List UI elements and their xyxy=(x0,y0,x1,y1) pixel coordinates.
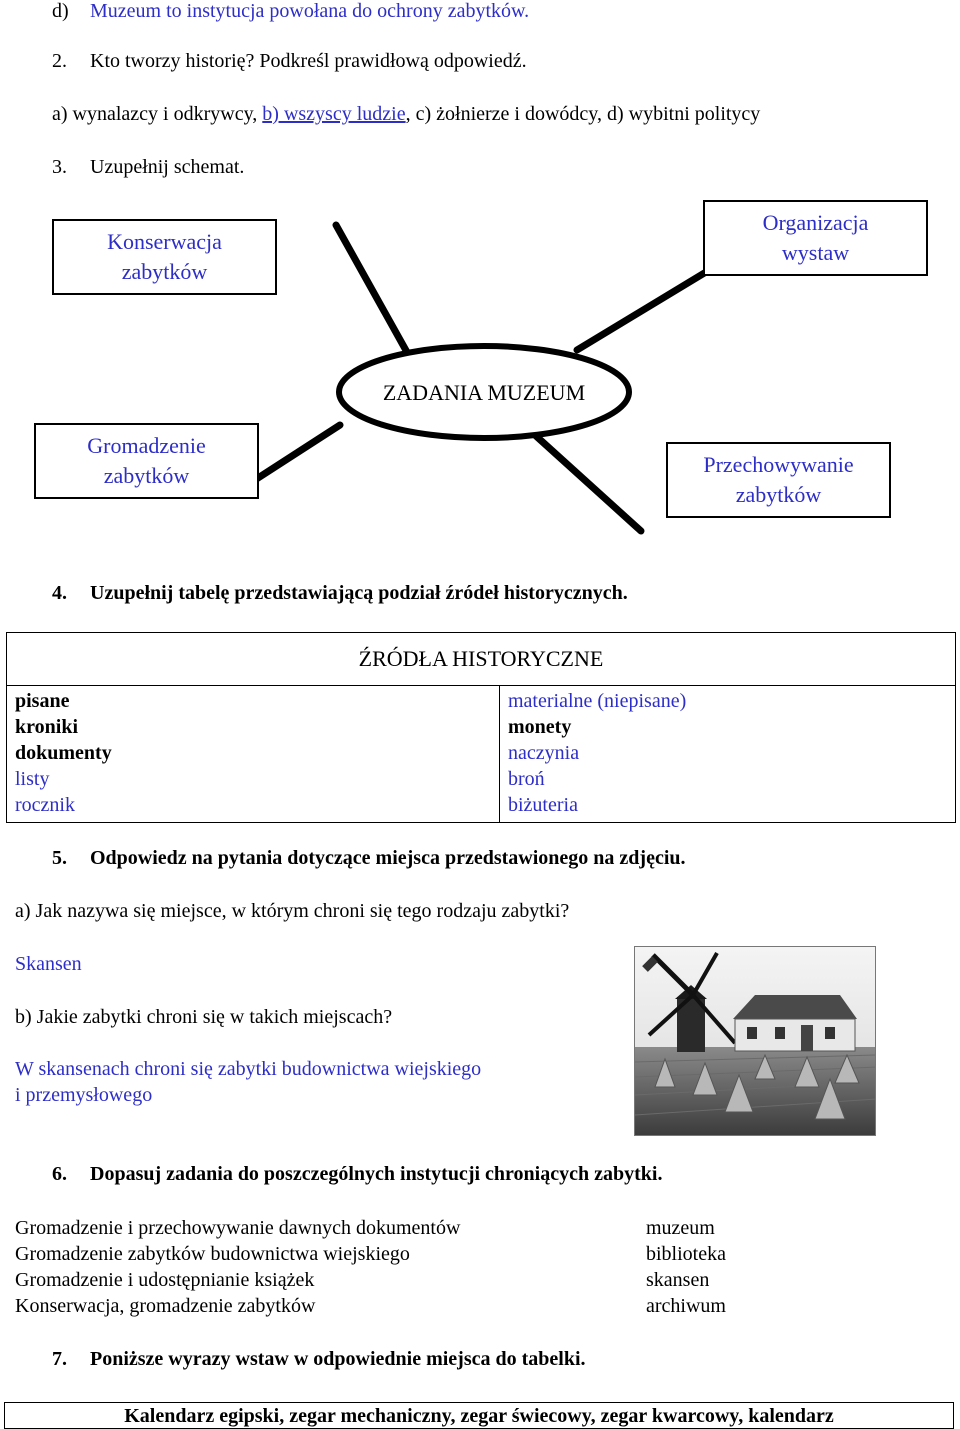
material-header-answer: materialne (niepisane) xyxy=(508,690,687,712)
material-sources-column xyxy=(500,686,956,823)
q1-item-d-label: d) xyxy=(52,0,69,22)
box-top-left-line2: zabytków xyxy=(121,259,208,284)
q2-options-prefix: a) wynalazcy i odkrywcy, xyxy=(52,103,258,125)
q5-question-b: b) Jakie zabytki chroni się w takich miejscach? xyxy=(15,1006,393,1028)
q2-prompt: Kto tworzy historię? Podkreśl prawidłową odpowiedź. xyxy=(90,50,527,72)
skansen-photo xyxy=(634,946,876,1136)
box-bottom-left-line1: Gromadzenie xyxy=(87,433,206,458)
institution-item: muzeum xyxy=(646,1217,715,1239)
box-bottom-right xyxy=(666,442,891,518)
written-item: dokumenty xyxy=(15,742,112,764)
material-item: monety xyxy=(508,716,572,738)
q1-item-d-text: Muzeum to instytucja powołana do ochrony zabytków. xyxy=(90,0,530,22)
q5-prompt: Odpowiedz na pytania dotyczące miejsca przedstawionego na zdjęciu. xyxy=(90,847,686,869)
q4-number: 4. xyxy=(52,582,67,604)
written-item-answer: rocznik xyxy=(15,794,75,816)
box-bottom-left-line2: zabytków xyxy=(103,463,190,488)
sources-table xyxy=(6,632,956,823)
material-item-answer: naczynia xyxy=(508,742,580,764)
farmhouse-shape xyxy=(733,995,857,1051)
q5-answer-b-line2: i przemysłowego xyxy=(15,1084,153,1106)
q3-prompt: Uzupełnij schemat. xyxy=(90,156,245,178)
q5-answer-a: Skansen xyxy=(15,953,82,975)
box-top-left-line1: Konserwacja xyxy=(107,229,222,254)
q7-number: 7. xyxy=(52,1348,67,1370)
q3-number: 3. xyxy=(52,156,67,178)
q6-prompt: Dopasuj zadania do poszczególnych instytucji chroniących zabytki. xyxy=(90,1163,663,1185)
task-item: Konserwacja, gromadzenie zabytków xyxy=(15,1295,316,1317)
box-top-left xyxy=(52,219,277,295)
q7-word-bank xyxy=(4,1402,954,1429)
box-top-right-line1: Organizacja xyxy=(762,210,869,235)
institution-item: skansen xyxy=(646,1269,710,1291)
material-item-answer: biżuteria xyxy=(508,794,578,816)
box-bottom-right-line2: zabytków xyxy=(735,482,822,507)
q5-question-a: a) Jak nazywa się miejsce, w którym chroni się tego rodzaju zabytki? xyxy=(15,900,570,922)
box-bottom-left xyxy=(34,423,259,499)
q2-option-b-answer: b) wszyscy ludzie xyxy=(262,103,406,125)
box-top-right xyxy=(703,200,928,276)
written-header: pisane xyxy=(15,690,70,712)
written-item: kroniki xyxy=(15,716,78,738)
material-item-answer: broń xyxy=(508,768,545,790)
q5-answer-b-line1: W skansenach chroni się zabytki budownictwa wiejskiego xyxy=(15,1058,482,1080)
box-bottom-right-line1: Przechowywanie xyxy=(703,452,854,477)
written-item-answer: listy xyxy=(15,768,50,790)
sources-table-title xyxy=(7,633,956,686)
q7-prompt: Poniższe wyrazy wstaw w odpowiednie miejsca do tabelki. xyxy=(90,1348,586,1370)
q2-number: 2. xyxy=(52,50,67,72)
task-item: Gromadzenie i udostępnianie książek xyxy=(15,1269,315,1291)
q7-word-bank-text: Kalendarz egipski, zegar mechaniczny, zegar świecowy, zegar kwarcowy, kalendarz xyxy=(124,1405,834,1427)
institution-item: biblioteka xyxy=(646,1243,726,1265)
written-sources-column xyxy=(7,686,500,823)
sources-table-title-text: ŹRÓDŁA HISTORYCZNE xyxy=(358,646,604,671)
q6-number: 6. xyxy=(52,1163,67,1185)
q2-options-suffix: , c) żołnierze i dowódcy, d) wybitni politycy xyxy=(405,103,761,125)
task-item: Gromadzenie zabytków budownictwa wiejskiego xyxy=(15,1243,410,1265)
q4-prompt: Uzupełnij tabelę przedstawiającą podział źródeł historycznych. xyxy=(90,582,628,604)
institution-item: archiwum xyxy=(646,1295,726,1317)
q5-number: 5. xyxy=(52,847,67,869)
mind-map-center-label: ZADANIA MUZEUM xyxy=(382,380,586,405)
box-top-right-line2: wystaw xyxy=(781,240,850,265)
task-item: Gromadzenie i przechowywanie dawnych dokumentów xyxy=(15,1217,461,1239)
